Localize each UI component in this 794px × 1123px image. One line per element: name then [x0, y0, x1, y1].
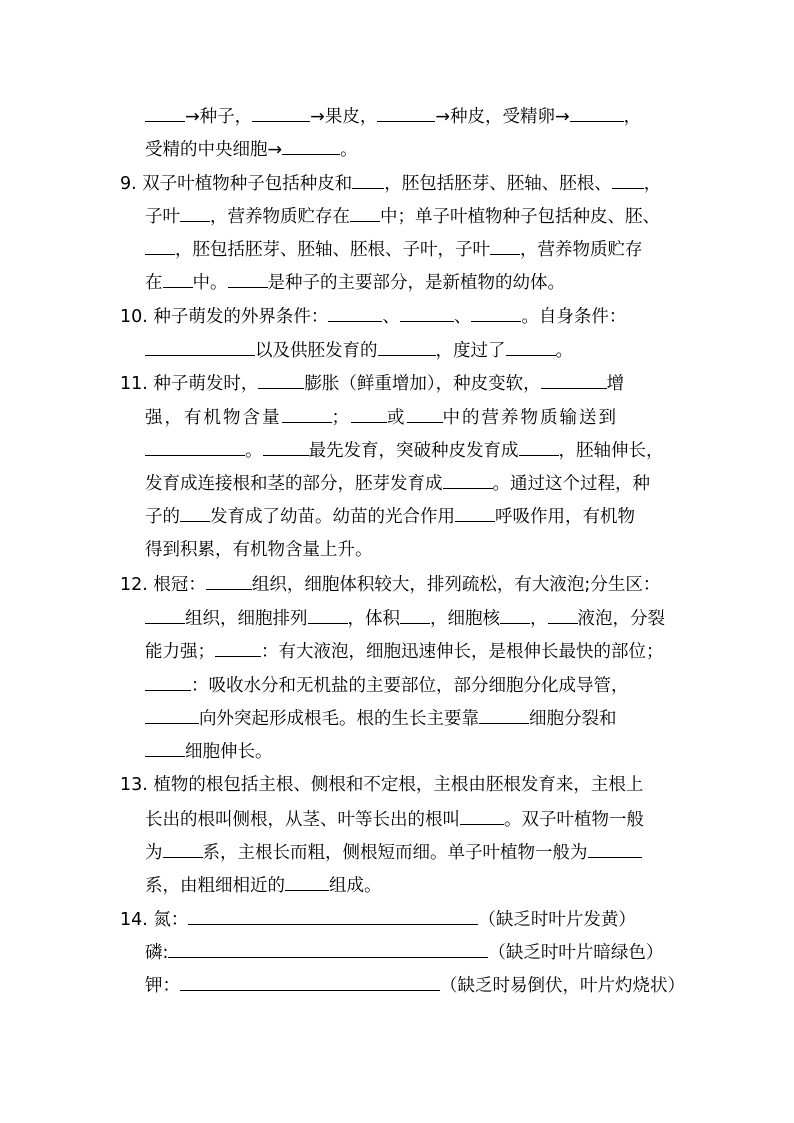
fill-blank[interactable]	[228, 269, 268, 288]
text-line: 得到积累，有机物含量上升。	[145, 540, 373, 560]
text-line: →种子， →果皮， →种皮，受精卵→ ，	[145, 103, 641, 129]
fill-blank[interactable]	[519, 437, 559, 456]
fill-blank[interactable]	[443, 470, 493, 489]
text-line: 磷: （缺乏时叶片暗绿色）	[145, 939, 663, 965]
text-line: 能力强； ：有大液泡，细胞迅速伸长，是根伸长最快的部位；	[145, 638, 664, 664]
fill-blank[interactable]	[252, 103, 310, 122]
text-line: 。 最先发育，突破种皮发育成 ，胚轴伸长，	[145, 437, 664, 463]
fill-blank[interactable]	[180, 203, 210, 222]
fill-blank[interactable]	[378, 337, 436, 356]
fill-blank[interactable]	[145, 672, 191, 691]
fill-blank[interactable]	[145, 437, 245, 456]
fill-blank[interactable]	[180, 972, 440, 991]
fill-blank[interactable]	[285, 872, 329, 891]
fill-blank[interactable]	[570, 103, 624, 122]
fill-blank[interactable]	[500, 605, 530, 624]
fill-blank[interactable]	[263, 437, 309, 456]
fill-blank[interactable]	[215, 638, 261, 657]
fill-blank[interactable]	[308, 605, 348, 624]
fill-blank[interactable]	[258, 370, 304, 389]
fill-blank[interactable]	[206, 571, 252, 590]
fill-blank[interactable]	[612, 170, 644, 189]
question-13: 13. 植物的根包括主根、侧根和不定根，主根由胚根发育来，主根上	[120, 775, 644, 795]
fill-blank[interactable]	[180, 503, 210, 522]
text-line: 细胞伸长。	[145, 738, 273, 764]
fill-blank[interactable]	[541, 370, 607, 389]
text-line: 子叶 ，营养物质贮存在 中；单子叶植物种子包括种皮、胚、	[145, 203, 660, 229]
fill-blank[interactable]	[145, 236, 175, 255]
question-number: 9.	[120, 174, 137, 194]
fill-blank[interactable]	[455, 503, 495, 522]
text-line: 以及供胚发育的 ，度过了 。	[145, 337, 573, 363]
text-line: ，胚包括胚芽、胚轴、胚根、子叶，子叶 ，营养物质贮存	[145, 236, 643, 262]
fill-blank[interactable]	[377, 103, 435, 122]
question-10: 10. 种子萌发的外界条件： 、 、 。自身条件：	[120, 303, 626, 329]
fill-blank[interactable]	[328, 303, 382, 322]
text-line: 系，由粗细相近的 组成。	[145, 872, 382, 898]
question-number: 10.	[120, 307, 148, 327]
fill-blank[interactable]	[400, 605, 430, 624]
fill-blank[interactable]	[145, 738, 185, 757]
fill-blank[interactable]	[145, 705, 199, 724]
fill-blank[interactable]	[163, 839, 203, 858]
text-line: 子的 发育成了幼苗。幼苗的光合作用 呼吸作用，有机物	[145, 503, 635, 529]
question-11: 11. 种子萌发时， 膨胀（鲜重增加），种皮变软， 增	[120, 370, 624, 396]
fill-blank[interactable]	[168, 939, 488, 958]
fill-blank[interactable]	[400, 303, 454, 322]
fill-blank[interactable]	[145, 337, 255, 356]
fill-blank[interactable]	[490, 236, 520, 255]
fill-blank[interactable]	[506, 337, 556, 356]
text-line: 在 中。 是种子的主要部分，是新植物的幼体。	[145, 269, 565, 295]
text-line: 组织，细胞排列 ，体积 ，细胞核 ， 液泡，分裂	[145, 605, 665, 631]
question-number: 11.	[120, 374, 148, 394]
fill-blank[interactable]	[163, 269, 193, 288]
text-line: 受精的中央细胞→ 。	[145, 136, 358, 162]
question-number: 14.	[120, 910, 148, 930]
text-line: 为 系，主根长而粗，侧根短而细。单子叶植物一般为	[145, 839, 642, 865]
question-number: 13.	[120, 775, 148, 795]
fill-blank[interactable]	[588, 839, 642, 858]
fill-blank[interactable]	[479, 705, 529, 724]
question-9: 9. 双子叶植物种子包括种皮和 ，胚包括胚芽、胚轴、胚根、 ，	[120, 170, 661, 196]
question-number: 12.	[120, 575, 148, 595]
text-line: ：吸收水分和无机盐的主要部位，部分细胞分化成导管，	[145, 672, 629, 698]
fill-blank[interactable]	[282, 136, 340, 155]
fill-blank[interactable]	[282, 404, 332, 423]
question-14: 14. 氮： （缺乏时叶片发黄）	[120, 906, 636, 932]
fill-blank[interactable]	[350, 203, 380, 222]
fill-blank[interactable]	[471, 303, 521, 322]
text-line: 向外突起形成根毛。根的生长主要靠 细胞分裂和	[145, 705, 617, 731]
text-line: 发育成连接根和茎的部分，胚芽发育成 。通过这个过程，种	[145, 470, 650, 496]
text-line: 强，有机物含量 ； 或 中的营养物质输送到	[145, 404, 618, 430]
fill-blank[interactable]	[188, 906, 478, 925]
question-12: 12. 根冠： 组织，细胞体积较大，排列疏松，有大液泡;分生区：	[120, 571, 660, 597]
fill-blank[interactable]	[145, 605, 185, 624]
fill-blank[interactable]	[548, 605, 578, 624]
fill-blank[interactable]	[352, 170, 384, 189]
text-line: 长出的根叫侧根，从茎、叶等长出的根叫 。双子叶植物一般	[145, 806, 644, 832]
fill-blank[interactable]	[460, 806, 504, 825]
fill-blank[interactable]	[407, 404, 443, 423]
text-line: 钾： （缺乏时易倒伏，叶片灼烧状）	[145, 972, 685, 998]
fill-blank[interactable]	[351, 404, 387, 423]
fill-blank[interactable]	[145, 103, 185, 122]
